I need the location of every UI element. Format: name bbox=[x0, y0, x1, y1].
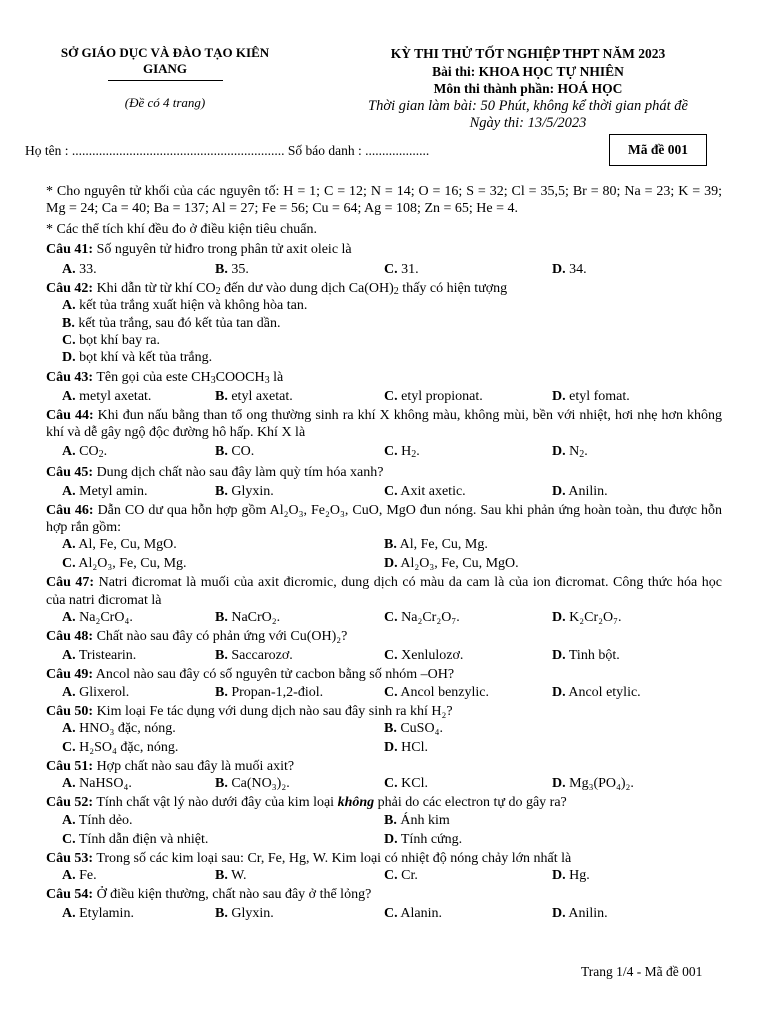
gas-conditions-note: * Các thể tích khí đều đo ở điều kiện tiêu chuẩn. bbox=[46, 221, 317, 237]
option-41d[interactable]: D. 34. bbox=[552, 262, 587, 278]
question-46: Câu 46: Dẫn CO dư qua hỗn hợp gồm Al₂O₃, Fe₂O₃, CuO, MgO đun nóng. Sau khi phản ứng hoàn toàn, thu được hỗn hợp rắn gồm: bbox=[46, 502, 722, 536]
options-49 bbox=[46, 684, 722, 703]
options-50-row1 bbox=[46, 720, 722, 739]
component: Môn thi thành phần: HOÁ HỌC bbox=[433, 81, 623, 96]
option-53b[interactable]: B. W. bbox=[215, 867, 247, 883]
option-46b[interactable]: B. Al, Fe, Cu, Mg. bbox=[384, 537, 488, 553]
options-52-row2 bbox=[46, 831, 722, 850]
exam-code-box: Mã đề 001 bbox=[609, 134, 707, 166]
option-44d[interactable]: D. $N_2$. bbox=[552, 443, 588, 460]
header-right bbox=[318, 45, 738, 133]
question-53: Câu 53: Trong số các kim loại sau: Cr, Fe, Hg, W. Kim loại có nhiệt độ nóng chảy lớn nhất là bbox=[46, 850, 572, 866]
exam-date: Ngày thi: 13/5/2023 bbox=[469, 115, 587, 131]
option-45c[interactable]: C. Axit axetic. bbox=[384, 483, 466, 499]
options-45 bbox=[46, 483, 722, 502]
option-50a[interactable]: A. HNO₃ đặc, nóng. bbox=[62, 720, 176, 736]
header-left bbox=[40, 45, 290, 111]
atomic-masses-note: * Cho nguyên tử khối của các nguyên tố: H = 1; C = 12; N = 14; O = 16; S = 32; Cl = 35,5; Br = 80; Na = 23; K = 39; Mg = 24; Ca = 40; Ba = 137; Al = 27; Fe = 56; Cu = 64; Ag = 108; Zn = 65; He = 4. bbox=[46, 184, 722, 217]
options-53 bbox=[46, 867, 722, 886]
option-47d[interactable]: D. K₂Cr₂O₇. bbox=[552, 610, 622, 626]
option-42d[interactable]: D. bọt khí và kết tủa trắng. bbox=[62, 350, 213, 366]
option-52a[interactable]: A. Tính dẻo. bbox=[62, 812, 133, 828]
option-51a[interactable]: A. NaHSO₄. bbox=[62, 776, 132, 792]
option-41a[interactable]: A. 33. bbox=[62, 262, 97, 278]
question-50: Câu 50: Kim loại Fe tác dụng với dung dịch nào sau đây sinh ra khí H₂? bbox=[46, 703, 453, 719]
exam-body bbox=[46, 183, 722, 924]
exam-title: KỲ THI THỬ TỐT NGHIỆP THPT NĂM 2023 bbox=[390, 46, 666, 61]
question-49: Câu 49: Ancol nào sau đây có số nguyên tử cacbon bằng số nhóm –OH? bbox=[46, 667, 455, 683]
options-46-row2 bbox=[46, 555, 722, 574]
options-44 bbox=[46, 443, 722, 462]
option-42a[interactable]: A. kết tủa trắng xuất hiện và không hòa tan. bbox=[62, 298, 308, 314]
options-46-row1 bbox=[46, 536, 722, 555]
option-54c[interactable]: C. Alanin. bbox=[384, 906, 442, 922]
option-43d[interactable]: D. etyl fomat. bbox=[552, 388, 630, 404]
options-54 bbox=[46, 905, 722, 924]
option-48b[interactable]: B. Saccarozơ. bbox=[215, 648, 293, 664]
options-43 bbox=[46, 388, 722, 407]
option-44a[interactable]: A. $CO_2$. bbox=[62, 443, 108, 460]
question-51: Câu 51: Hợp chất nào sau đây là muối axit? bbox=[46, 758, 295, 774]
org-underline bbox=[108, 80, 223, 81]
option-50b[interactable]: B. CuSO₄. bbox=[384, 720, 443, 736]
options-51 bbox=[46, 775, 722, 794]
option-42b[interactable]: B. kết tủa trắng, sau đó kết tủa tan dần. bbox=[62, 315, 281, 331]
option-49a[interactable]: A. Glixerol. bbox=[62, 684, 130, 700]
option-47c[interactable]: C. Na₂Cr₂O₇. bbox=[384, 610, 460, 626]
option-52c[interactable]: C. Tính dẫn điện và nhiệt. bbox=[62, 831, 209, 847]
candidate-id-row bbox=[25, 143, 429, 159]
sbd-label: Số báo danh : ................... bbox=[287, 143, 430, 158]
option-43c[interactable]: C. etyl propionat. bbox=[384, 388, 483, 404]
option-46a[interactable]: A. Al, Fe, Cu, MgO. bbox=[62, 537, 177, 553]
option-41b[interactable]: B. 35. bbox=[215, 262, 249, 278]
option-54d[interactable]: D. Anilin. bbox=[552, 906, 608, 922]
option-48c[interactable]: C. Xenlulozơ. bbox=[384, 648, 464, 664]
option-52b[interactable]: B. Ánh kim bbox=[384, 812, 450, 828]
option-44b[interactable]: B. CO. bbox=[215, 443, 255, 459]
org-line2: GIANG bbox=[142, 61, 188, 76]
question-43: Câu 43: Tên gọi của este $CH_3COOCH_3$ là bbox=[46, 369, 284, 386]
question-44: Câu 44: Khi đun nấu bằng than tổ ong thường sinh ra khí X không màu, không mùi, bền với nhiệt, hơi nhẹ hơn không khí và dễ gây ngộ độc đường hô hấp. Khí X là bbox=[46, 407, 722, 441]
options-50-row2 bbox=[46, 739, 722, 758]
options-52-row1 bbox=[46, 812, 722, 831]
question-47: Câu 47: Natri đicromat là muối của axit đicromic, dung dịch có màu da cam là của ion đicromat. Công thức hóa học của natri đicromat là bbox=[46, 575, 722, 608]
option-43b[interactable]: B. etyl axetat. bbox=[215, 388, 293, 404]
option-43a[interactable]: A. metyl axetat. bbox=[62, 388, 152, 404]
org-line1: SỞ GIÁO DỤC VÀ ĐÀO TẠO KIÊN bbox=[60, 45, 270, 60]
option-49b[interactable]: B. Propan-1,2-điol. bbox=[215, 684, 324, 700]
time-limit: Thời gian làm bài: 50 Phút, không kể thời gian phát đề bbox=[368, 97, 688, 114]
options-41 bbox=[46, 261, 722, 280]
option-49c[interactable]: C. Ancol benzylic. bbox=[384, 684, 489, 700]
question-42: Câu 42: Khi dẫn từ từ khí $CO_2$ đến dư vào dung dịch $Ca(OH)_2$ thấy có hiện tượng bbox=[46, 281, 508, 298]
option-45b[interactable]: B. Glyxin. bbox=[215, 483, 274, 499]
option-41c[interactable]: C. 31. bbox=[384, 262, 419, 278]
options-48 bbox=[46, 647, 722, 666]
question-52: Câu 52: Tính chất vật lý nào dưới đây của kim loại không phải do các electron tự do gây ra? bbox=[46, 795, 567, 811]
option-46d[interactable]: D. Al₂O₃, Fe, Cu, MgO. bbox=[384, 556, 519, 572]
question-45: Câu 45: Dung dịch chất nào sau đây làm quỳ tím hóa xanh? bbox=[46, 464, 384, 480]
option-45d[interactable]: D. Anilin. bbox=[552, 483, 608, 499]
question-54: Câu 54: Ở điều kiện thường, chất nào sau đây ở thể lỏng? bbox=[46, 886, 372, 902]
option-53d[interactable]: D. Hg. bbox=[552, 867, 590, 883]
option-52d[interactable]: D. Tính cứng. bbox=[384, 831, 463, 847]
name-label: Họ tên : ............................................................... bbox=[25, 143, 285, 158]
option-54b[interactable]: B. Glyxin. bbox=[215, 906, 274, 922]
option-45a[interactable]: A. Metyl amin. bbox=[62, 483, 148, 499]
pages-note: (Đề có 4 trang) bbox=[124, 95, 206, 110]
option-44c[interactable]: C. $H_2$. bbox=[384, 443, 420, 460]
page-footer: Trang 1/4 - Mã đề 001 bbox=[581, 964, 703, 979]
option-50c[interactable]: C. H₂SO₄ đặc, nóng. bbox=[62, 739, 179, 755]
option-47a[interactable]: A. Na₂CrO₄. bbox=[62, 610, 133, 626]
option-42c[interactable]: C. bọt khí bay ra. bbox=[62, 333, 160, 349]
option-48d[interactable]: D. Tinh bột. bbox=[552, 648, 620, 664]
option-49d[interactable]: D. Ancol etylic. bbox=[552, 684, 641, 700]
options-47 bbox=[46, 609, 722, 628]
question-48: Câu 48: Chất nào sau đây có phản ứng với Cu(OH)₂? bbox=[46, 629, 348, 645]
option-46c[interactable]: C. Al₂O₃, Fe, Cu, Mg. bbox=[62, 556, 187, 572]
option-53c[interactable]: C. Cr. bbox=[384, 867, 418, 883]
option-54a[interactable]: A. Etylamin. bbox=[62, 906, 134, 922]
question-41: Câu 41: Số nguyên tử hiđro trong phân tử axit oleic là bbox=[46, 241, 352, 257]
subject-test: Bài thi: KHOA HỌC TỰ NHIÊN bbox=[432, 63, 624, 79]
option-51b[interactable]: B. Ca(NO₃)₂. bbox=[215, 776, 290, 792]
option-53a[interactable]: A. Fe. bbox=[62, 867, 97, 883]
option-51c[interactable]: C. KCl. bbox=[384, 776, 428, 792]
option-51d[interactable]: D. Mg₃(PO₄)₂. bbox=[552, 776, 634, 792]
option-50d[interactable]: D. HCl. bbox=[384, 739, 428, 755]
option-47b[interactable]: B. NaCrO₂. bbox=[215, 610, 281, 626]
option-48a[interactable]: A. Tristearin. bbox=[62, 648, 137, 664]
